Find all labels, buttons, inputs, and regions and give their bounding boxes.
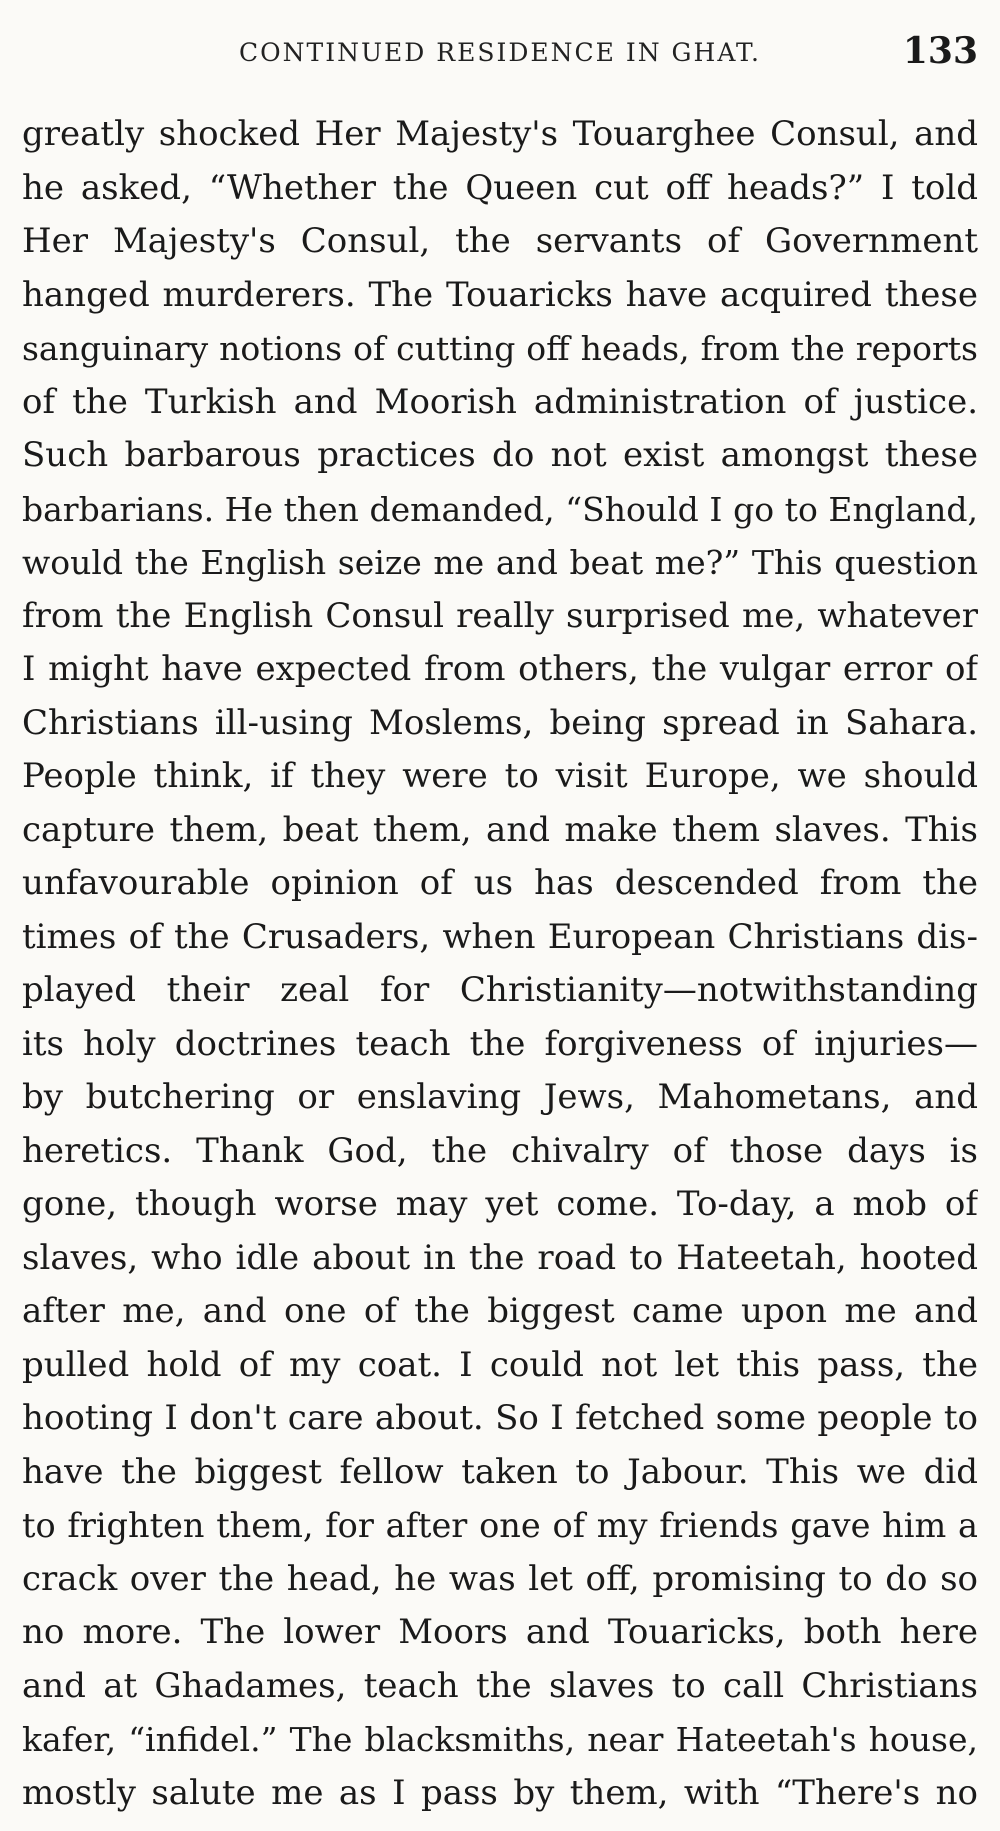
running-title: CONTINUED RESIDENCE IN GHAT. <box>239 38 761 67</box>
body-text <box>22 108 978 1820</box>
text-line: and at Ghadames, teach the slaves to call Christians <box>22 1665 978 1706</box>
text-line: Her Majesty's Consul, the servants of Government <box>22 221 978 261</box>
text-line: sanguinary notions of cutting off heads, from the reports <box>22 329 978 368</box>
text-line: would the English seize me and beat me?” This question <box>22 543 978 582</box>
text-line: hooting I don't care about. So I fetched some people to <box>22 1398 978 1438</box>
text-line: mostly salute me as I pass by them, with “There's no <box>22 1772 978 1813</box>
text-line: hanged murderers. The Touaricks have acquired these <box>22 274 978 315</box>
text-line: to frighten them, for after one of my friends gave him a <box>22 1506 978 1545</box>
text-line: slaves, who idle about in the road to Hateetah, hooted <box>22 1237 978 1278</box>
text-line: crack over the head, he was let off, promising to do so <box>22 1558 978 1599</box>
text-line: have the biggest fellow taken to Jabour. This we did <box>22 1451 978 1492</box>
text-line: he asked, “Whether the Queen cut off heads?” I told <box>22 167 978 208</box>
text-line: its holy doctrines teach the forgiveness of injuries— <box>22 1023 978 1064</box>
text-line: greatly shocked Her Majesty's Touarghee Consul, and <box>22 114 978 154</box>
text-line: Such barbarous practices do not exist amongst these <box>22 435 978 475</box>
text-line: capture them, beat them, and make them slaves. This <box>22 809 978 850</box>
text-line: Christians ill-using Moslems, being spread in Sahara. <box>22 702 978 743</box>
text-line: after me, and one of the biggest came upon me and <box>22 1291 978 1331</box>
text-line: People think, if they were to visit Europe, we should <box>22 756 978 796</box>
page-number: 133 <box>902 30 978 72</box>
page-header <box>0 30 1000 80</box>
text-line: barbarians. He then demanded, “Should I go to England, <box>22 489 978 529</box>
text-line: kafer, “infidel.” The blacksmiths, near Hateetah's house, <box>22 1720 978 1759</box>
text-line: pulled hold of my coat. I could not let this pass, the <box>22 1344 978 1385</box>
text-line: no more. The lower Moors and Touaricks, both here <box>22 1612 978 1652</box>
text-line: of the Turkish and Moorish administration of justice. <box>22 381 978 422</box>
text-line: times of the Crusaders, when European Christians dis- <box>22 916 978 957</box>
text-line: I might have expected from others, the vulgar error of <box>22 649 978 689</box>
text-line: heretics. Thank God, the chivalry of those days is <box>22 1130 978 1171</box>
text-line: unfavourable opinion of us has descended from the <box>22 863 978 903</box>
text-line: from the English Consul really surprised me, whatever <box>22 595 978 636</box>
text-line: played their zeal for Christianity—notwithstanding <box>22 970 978 1010</box>
text-line: gone, though worse may yet come. To-day, a mob of <box>22 1184 978 1224</box>
text-line: by butchering or enslaving Jews, Mahometans, and <box>22 1077 978 1117</box>
